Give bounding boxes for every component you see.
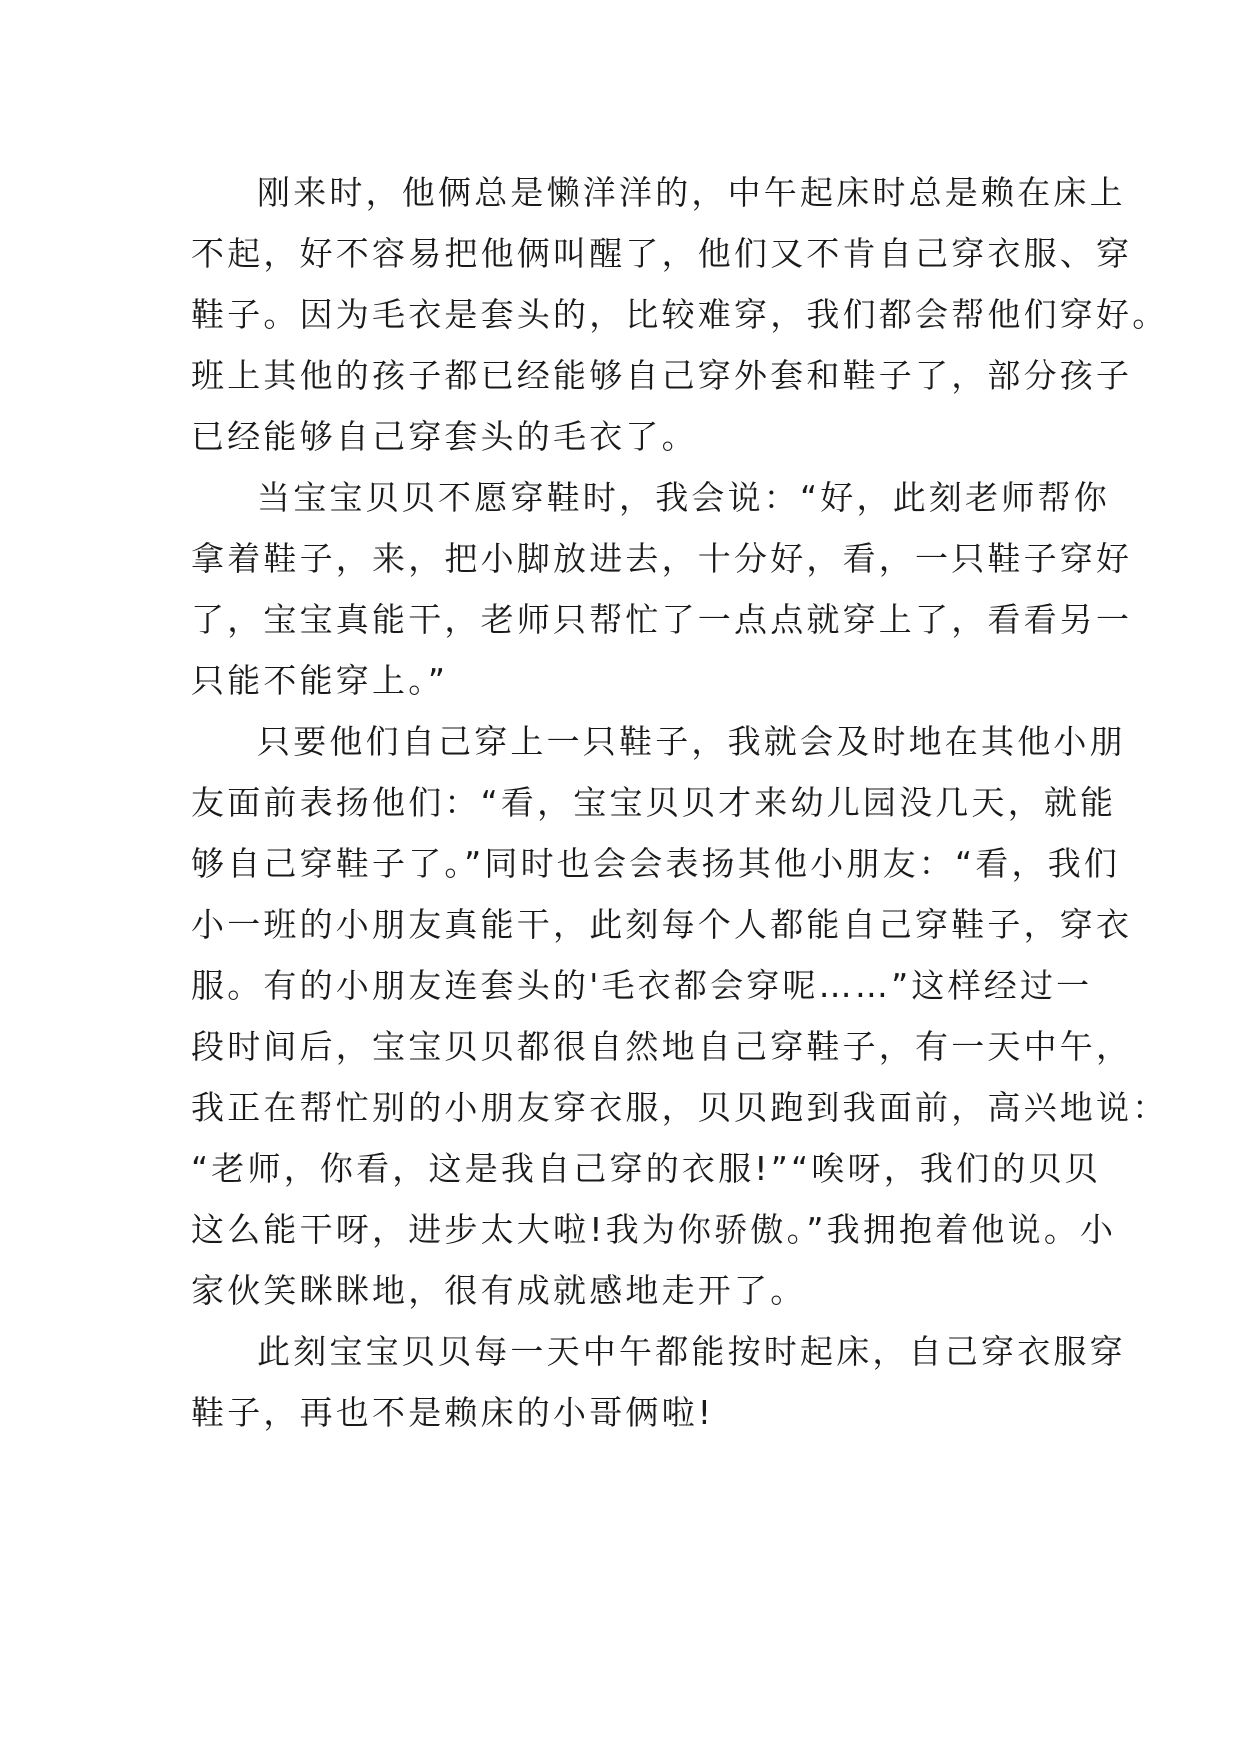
text-line: 这么能干呀，进步太大啦!我为你骄傲。”我拥抱着他说。小 xyxy=(191,1210,1117,1249)
text-line: 不起，好不容易把他俩叫醒了，他们又不肯自己穿衣服、穿 xyxy=(191,234,1133,273)
text-line: 此刻宝宝贝贝每一天中午都能按时起床，自己穿衣服穿 xyxy=(257,1332,1126,1371)
text-line: 够自己穿鞋子了。”同时也会会表扬其他小朋友：“看，我们 xyxy=(191,844,1121,883)
text-line: 友面前表扬他们：“看，宝宝贝贝才来幼儿园没几天，就能 xyxy=(191,783,1117,822)
text-line: 小一班的小朋友真能干，此刻每个人都能自己穿鞋子，穿衣 xyxy=(191,905,1133,944)
text-line: 了，宝宝真能干，老师只帮忙了一点点就穿上了，看看另一 xyxy=(191,600,1133,639)
text-line: 服。有的小朋友连套头的'毛衣都会穿呢……”这样经过一 xyxy=(191,966,1093,1005)
paragraph-2 xyxy=(191,467,1133,711)
paragraph-1 xyxy=(191,162,1169,467)
text-line: 鞋子，再也不是赖床的小哥俩啦! xyxy=(191,1393,715,1432)
text-line: 班上其他的孩子都已经能够自己穿外套和鞋子了，部分孩子 xyxy=(191,356,1133,395)
text-line: 已经能够自己穿套头的毛衣了。 xyxy=(191,417,698,456)
text-line: 我正在帮忙别的小朋友穿衣服，贝贝跑到我面前，高兴地说： xyxy=(191,1088,1169,1127)
document-body xyxy=(191,162,1169,1443)
text-line: 家伙笑眯眯地，很有成就感地走开了。 xyxy=(191,1271,807,1310)
text-line: 当宝宝贝贝不愿穿鞋时，我会说：“好，此刻老师帮你 xyxy=(257,478,1110,517)
text-line: 只要他们自己穿上一只鞋子，我就会及时地在其他小朋 xyxy=(257,722,1126,761)
text-line: 段时间后，宝宝贝贝都很自然地自己穿鞋子，有一天中午， xyxy=(191,1027,1133,1066)
text-line: “老师，你看，这是我自己穿的衣服!”“唉呀，我们的贝贝 xyxy=(191,1149,1101,1188)
text-line: 只能不能穿上。” xyxy=(191,661,449,700)
text-line: 拿着鞋子，来，把小脚放进去，十分好，看，一只鞋子穿好 xyxy=(191,539,1133,578)
text-line: 刚来时，他俩总是懒洋洋的，中午起床时总是赖在床上 xyxy=(257,173,1126,212)
paragraph-4 xyxy=(191,1321,1126,1443)
text-line: 鞋子。因为毛衣是套头的，比较难穿，我们都会帮他们穿好。 xyxy=(191,295,1169,334)
paragraph-3 xyxy=(191,711,1169,1321)
